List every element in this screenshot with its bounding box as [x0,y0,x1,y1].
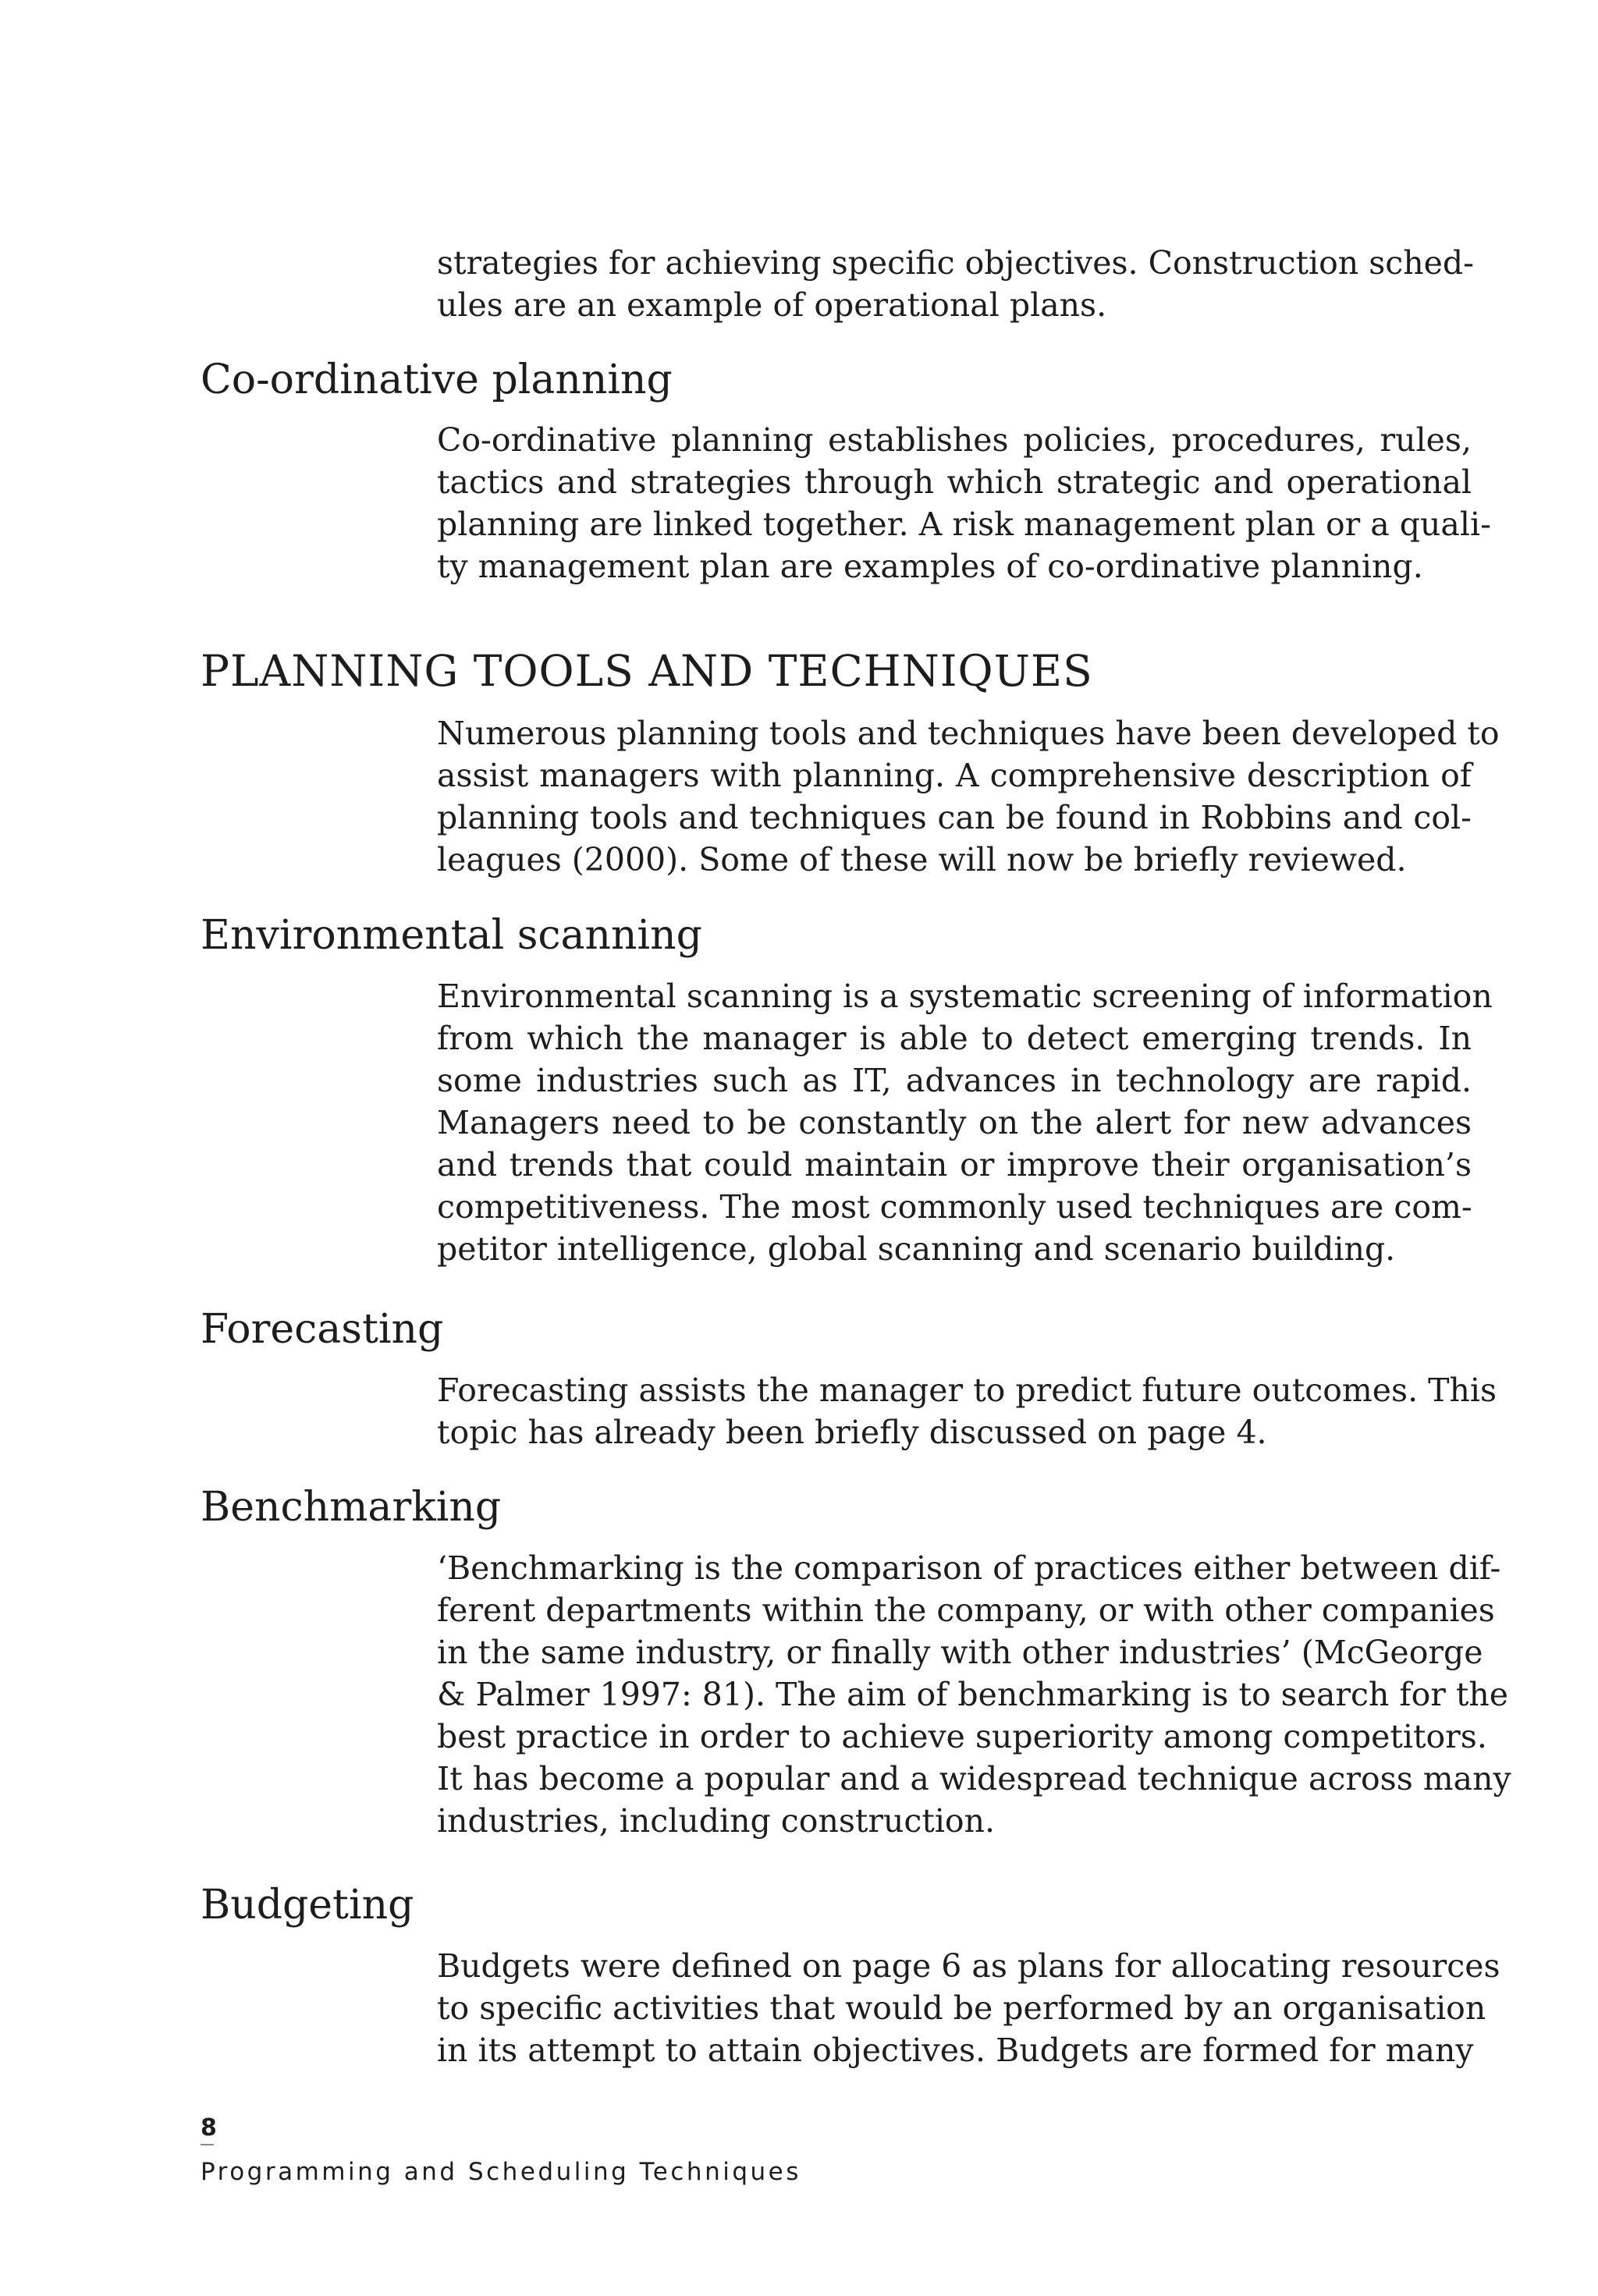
footer-divider [201,2144,214,2145]
paragraph-line: ty management plan are examples of co-ordinative planning. [437,548,1423,585]
paragraph-line: ‘Benchmarking is the comparison of practices either between dif- [437,1549,1501,1587]
budgeting-heading: Budgeting [201,1882,414,1929]
planning-tools-heading: PLANNING TOOLS AND TECHNIQUES [201,646,1093,696]
coordinative-planning-heading: Co-ordinative planning [201,357,673,403]
forecasting-paragraph [437,1369,1497,1453]
paragraph-line: ules are an example of operational plans. [437,286,1107,324]
paragraph-line: tactics and strategies through which strategic and operational [437,463,1472,501]
forecasting-heading: Forecasting [201,1306,444,1353]
paragraph-line: assist managers with planning. A comprehensive description of [437,757,1472,794]
paragraph-line: Managers need to be constantly on the alert for new advances [437,1104,1472,1141]
paragraph-line: competitiveness. The most commonly used techniques are com- [437,1188,1472,1226]
paragraph-line: & Palmer 1997: 81). The aim of benchmarking is to search for the [437,1676,1509,1713]
planning-tools-paragraph [437,712,1500,881]
paragraph-line: and trends that could maintain or improve their organisation’s [437,1146,1472,1183]
intro-paragraph [437,242,1475,326]
paragraph-line: in its attempt to attain objectives. Budgets are formed for many [437,2032,1474,2069]
coordinative-planning-paragraph [437,419,1491,587]
paragraph-line: from which the manager is able to detect emerging trends. In [437,1020,1472,1057]
paragraph-line: planning tools and techniques can be found in Robbins and col- [437,799,1472,836]
paragraph-line: Co-ordinative planning establishes policies, procedures, rules, [437,421,1472,459]
running-footer-title: Programming and Scheduling Techniques [201,2158,801,2186]
paragraph-line: best practice in order to achieve superiority among competitors. [437,1718,1487,1755]
paragraph-line: in the same industry, or finally with other industries’ (McGeorge [437,1634,1483,1671]
environmental-scanning-heading: Environmental scanning [201,912,702,959]
paragraph-line: petitor intelligence, global scanning and scenario building. [437,1230,1396,1268]
paragraph-line: ferent departments within the company, or with other companies [437,1592,1495,1629]
page-number: 8 [201,2114,218,2142]
benchmarking-heading: Benchmarking [201,1484,502,1531]
paragraph-line: leagues (2000). Some of these will now be briefly reviewed. [437,841,1407,878]
paragraph-line: strategies for achieving specific objectives. Construction sched- [437,244,1475,282]
benchmarking-paragraph [437,1547,1511,1842]
paragraph-line: planning are linked together. A risk management plan or a quali- [437,506,1491,543]
paragraph-line: Budgets were defined on page 6 as plans for allocating resources [437,1947,1500,1985]
budgeting-paragraph [437,1945,1500,2071]
paragraph-line: Numerous planning tools and techniques have been developed to [437,715,1500,752]
environmental-scanning-paragraph [437,975,1493,1270]
paragraph-line: It has become a popular and a widespread technique across many [437,1760,1511,1797]
paragraph-line: industries, including construction. [437,1802,996,1840]
paragraph-line: Environmental scanning is a systematic screening of information [437,978,1493,1015]
paragraph-line: some industries such as IT, advances in technology are rapid. [437,1062,1472,1099]
paragraph-line: to specific activities that would be performed by an organisation [437,1989,1486,2027]
paragraph-line: Forecasting assists the manager to predict future outcomes. This [437,1372,1497,1409]
paragraph-line: topic has already been briefly discussed on page 4. [437,1414,1267,1451]
